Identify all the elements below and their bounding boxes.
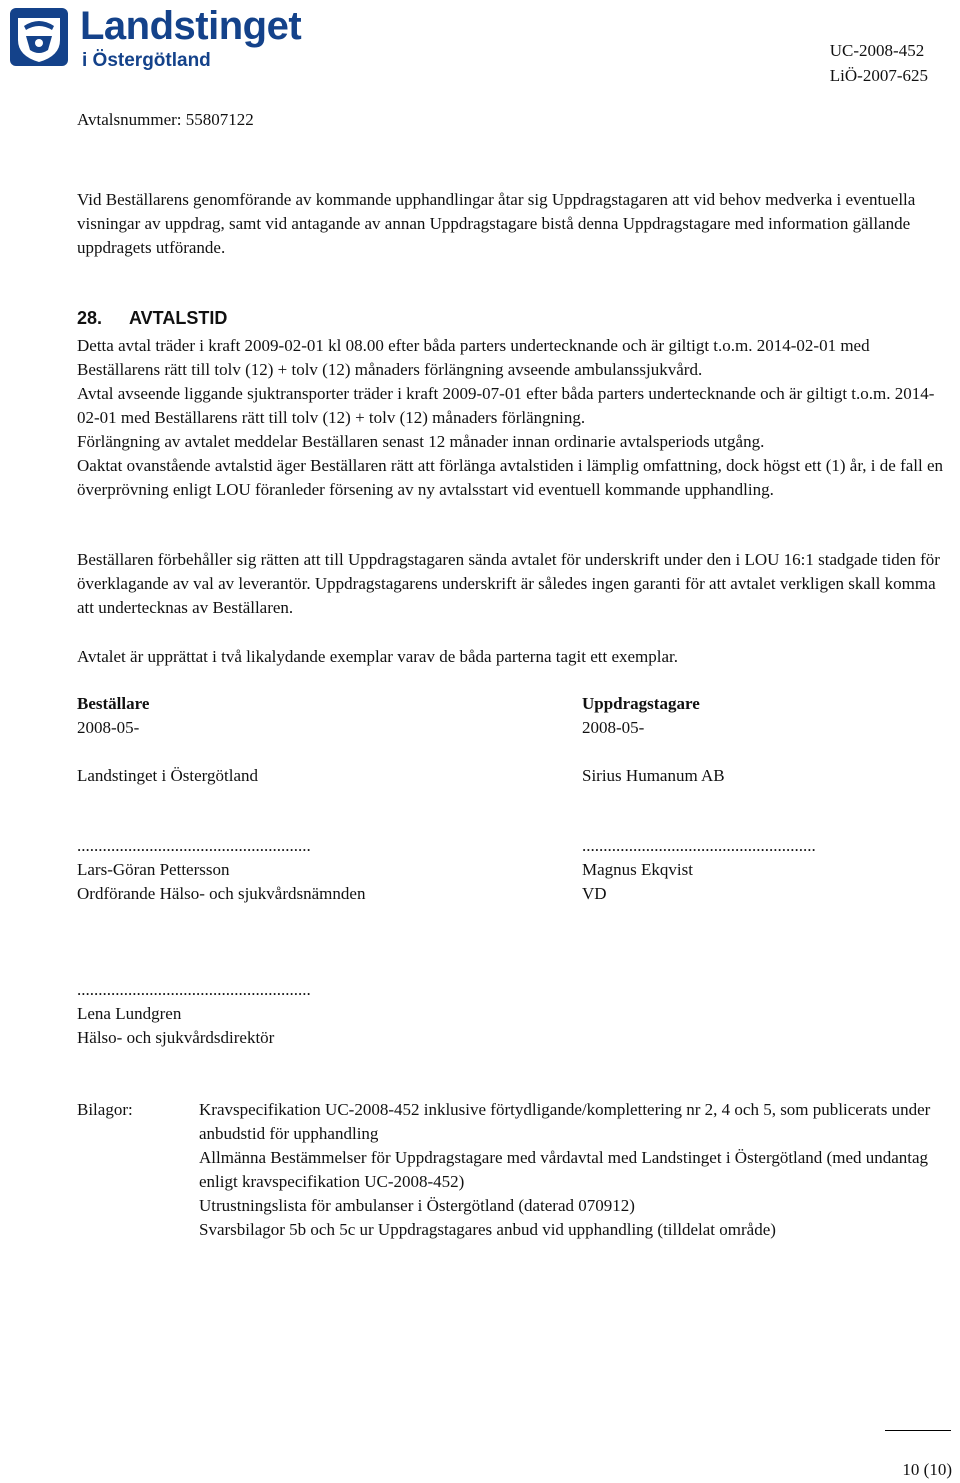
signature-block-client: [77, 692, 537, 906]
attachment-item: Kravspecifikation UC-2008-452 inklusive förtydligande/komplettering nr 2, 4 och 5, som publicerats under anbudstid för upphandling: [199, 1100, 931, 1143]
contractor-date: 2008-05-: [582, 718, 645, 737]
signature-block-contractor: [582, 692, 942, 906]
director-title: Hälso- och sjukvårdsdirektör: [77, 1028, 275, 1047]
term-line-2: Avtal avseende liggande sjuktransporter träder i kraft 2009-07-01 efter båda parters undertecknande och är giltigt t.o.m. 2014-02-01 med Beställarens rätt till tolv (12) + tolv (12) månaders förlängning.: [77, 384, 935, 427]
reference-uc: UC-2008-452: [829, 41, 925, 60]
contractor-role: Uppdragstagare: [582, 694, 700, 713]
client-signature-line: .......................................................: [77, 836, 311, 855]
contractor-signer-name: Magnus Ekqvist: [582, 860, 693, 879]
signature-block-director: [77, 978, 311, 1050]
paragraph-participation: Vid Beställarens genomförande av kommande upphandlingar åtar sig Uppdragstagaren att vid behov medverka i eventuella visningar av uppdrag, samt vid antagande av annan Uppdragstagare bistå denna Uppdragstagare med information gällande uppdragets utförande.: [77, 190, 916, 257]
contractor-signature-line: .......................................................: [582, 836, 816, 855]
section-title: AVTALSTID: [129, 308, 228, 328]
term-line-1: Detta avtal träder i kraft 2009-02-01 kl 08.00 efter båda parters undertecknande och är giltigt t.o.m. 2014-02-01 med Beställarens rätt till tolv (12) + tolv (12) månaders förlängning avseende ambulanssjukvård.: [77, 336, 870, 379]
director-signature-line: .......................................................: [77, 980, 311, 999]
contractor-org: Sirius Humanum AB: [582, 766, 725, 785]
client-date: 2008-05-: [77, 718, 140, 737]
landstinget-logo: [8, 4, 302, 72]
coat-of-arms-icon: [8, 6, 70, 68]
attachments-label: Bilagor:: [77, 1100, 133, 1119]
section-number: 28.: [77, 308, 103, 328]
client-signer-name: Lars-Göran Pettersson: [77, 860, 230, 879]
term-line-3: Förlängning av avtalet meddelar Beställaren senast 12 månader innan ordinarie avtalsperiods utgång.: [77, 432, 765, 451]
term-line-4: Oaktat ovanstående avtalstid äger Beställaren rätt att förlänga avtalstiden i lämplig omfattning, dock högst ett (1) år, i de fall en överprövning enligt LOU föranleder försening av ny avtalsstart vid eventuell kommande upphandling.: [77, 456, 944, 499]
paragraph-term: [77, 334, 947, 502]
paragraph-copies: Avtalet är upprättat i två likalydande exemplar varav de båda parterna tagit ett exemplar.: [77, 647, 679, 666]
client-org: Landstinget i Östergötland: [77, 766, 258, 785]
client-role: Beställare: [77, 694, 150, 713]
agreement-number: Avtalsnummer: 55807122: [77, 110, 254, 129]
attachment-item: Utrustningslista för ambulanser i Östergötland (daterad 070912): [199, 1196, 635, 1215]
section-heading: [77, 308, 227, 329]
attachment-item: Svarsbilagor 5b och 5c ur Uppdragstagares anbud vid upphandling (tilldelat område): [199, 1220, 776, 1239]
page-number: 10 (10): [902, 1460, 952, 1479]
attachments-list: [199, 1098, 949, 1242]
logo-subtitle: i Östergötland: [82, 50, 211, 71]
director-name: Lena Lundgren: [77, 1004, 182, 1023]
attachment-item: Allmänna Bestämmelser för Uppdragstagare med vårdavtal med Landstinget i Östergötland (med undantag enligt kravspecifikation UC-2008-452): [199, 1148, 929, 1191]
footer-divider: [885, 1430, 951, 1431]
logo-name: Landstinget: [80, 4, 302, 48]
reference-numbers: [830, 38, 928, 88]
contractor-signer-title: VD: [582, 884, 607, 903]
client-signer-title: Ordförande Hälso- och sjukvårdsnämnden: [77, 884, 366, 903]
reference-lio: LiÖ-2007-625: [829, 66, 928, 85]
paragraph-signature-reservation: Beställaren förbehåller sig rätten att till Uppdragstagaren sända avtalet för underskrift under den i LOU 16:1 stadgade tiden för överklagande av val av leverantör. Uppdragstagarens underskrift är således ingen garanti för att avtalet verkligen skall komma att undertecknas av Beställaren.: [77, 550, 940, 617]
